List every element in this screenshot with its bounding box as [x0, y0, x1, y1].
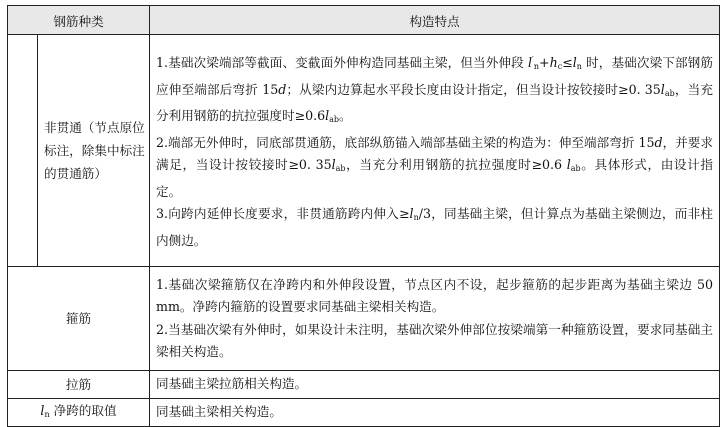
- row-stirrup: [8, 267, 720, 371]
- row-tie: [8, 371, 720, 399]
- header-rebar-type: 钢筋种类: [8, 6, 150, 35]
- desc-stirrup: [150, 267, 720, 371]
- rebar-construction-table: [7, 5, 720, 427]
- noncontinuous-item-1: 1.基础次梁端部等截面、变截面外伸构造同基础主梁，但当外伸段 $l'_n+h_c\le l_n$ 时，基础次梁下部钢筋应伸至端部后弯折 15d；从梁内边算起水平段长度由设计指定，但当设计按铰接时≥0. $35l_{ab}$，当充分利用钢筋的抗拉强度时$\ge 0.6l_{ab}$。: [156, 55, 713, 124]
- category-noncontinuous: 非贯通（节点原位标注，除集中标注的贯通筋）: [38, 35, 150, 267]
- category-span: $l_n$ 净跨的取值: [8, 398, 150, 426]
- noncontinuous-item-2: 2.端部无外伸时，同底部贯通筋，底部纵筋锚入端部基础主梁的构造为：伸至端部弯折 15d，并要求满足，当设计按铰接时≥0. $35l_{ab}$，当充分利用钢筋的抗拉强度时≥0.6 $l_{ab}$。具体形式，由设计指定。: [156, 134, 714, 199]
- stirrup-item-1: 1.基础次梁箍筋仅在净跨内和外伸段设置，节点区内不设，起步箍筋的起步距离为基础主梁边 50 mm。净跨内箍筋的设置要求同基础主梁相关构造。: [156, 276, 713, 314]
- row-noncontinuous: [8, 35, 720, 267]
- noncontinuous-item-3: 3.向跨内延伸长度要求，非贯通筋跨内伸入$\ge l_n/3$，同基础主梁，但计算点为基础主梁侧边，而非柱内侧边。: [156, 206, 713, 248]
- row-span: [8, 398, 720, 426]
- desc-tie: 同基础主梁拉筋相关构造。: [150, 371, 720, 399]
- header-construction-feature: 构造特点: [150, 6, 720, 35]
- blank-cell: [8, 35, 38, 267]
- category-tie: 拉筋: [8, 371, 150, 399]
- desc-noncontinuous: [150, 35, 720, 267]
- header-row: [8, 6, 720, 35]
- category-stirrup: 箍筋: [8, 267, 150, 371]
- desc-span: 同基础主梁相关构造。: [150, 398, 720, 426]
- stirrup-item-2: 2.当基础次梁有外伸时，如果设计未注明，基础次梁外伸部位按梁端第一种箍筋设置，要求同基础主梁相关构造。: [156, 321, 713, 359]
